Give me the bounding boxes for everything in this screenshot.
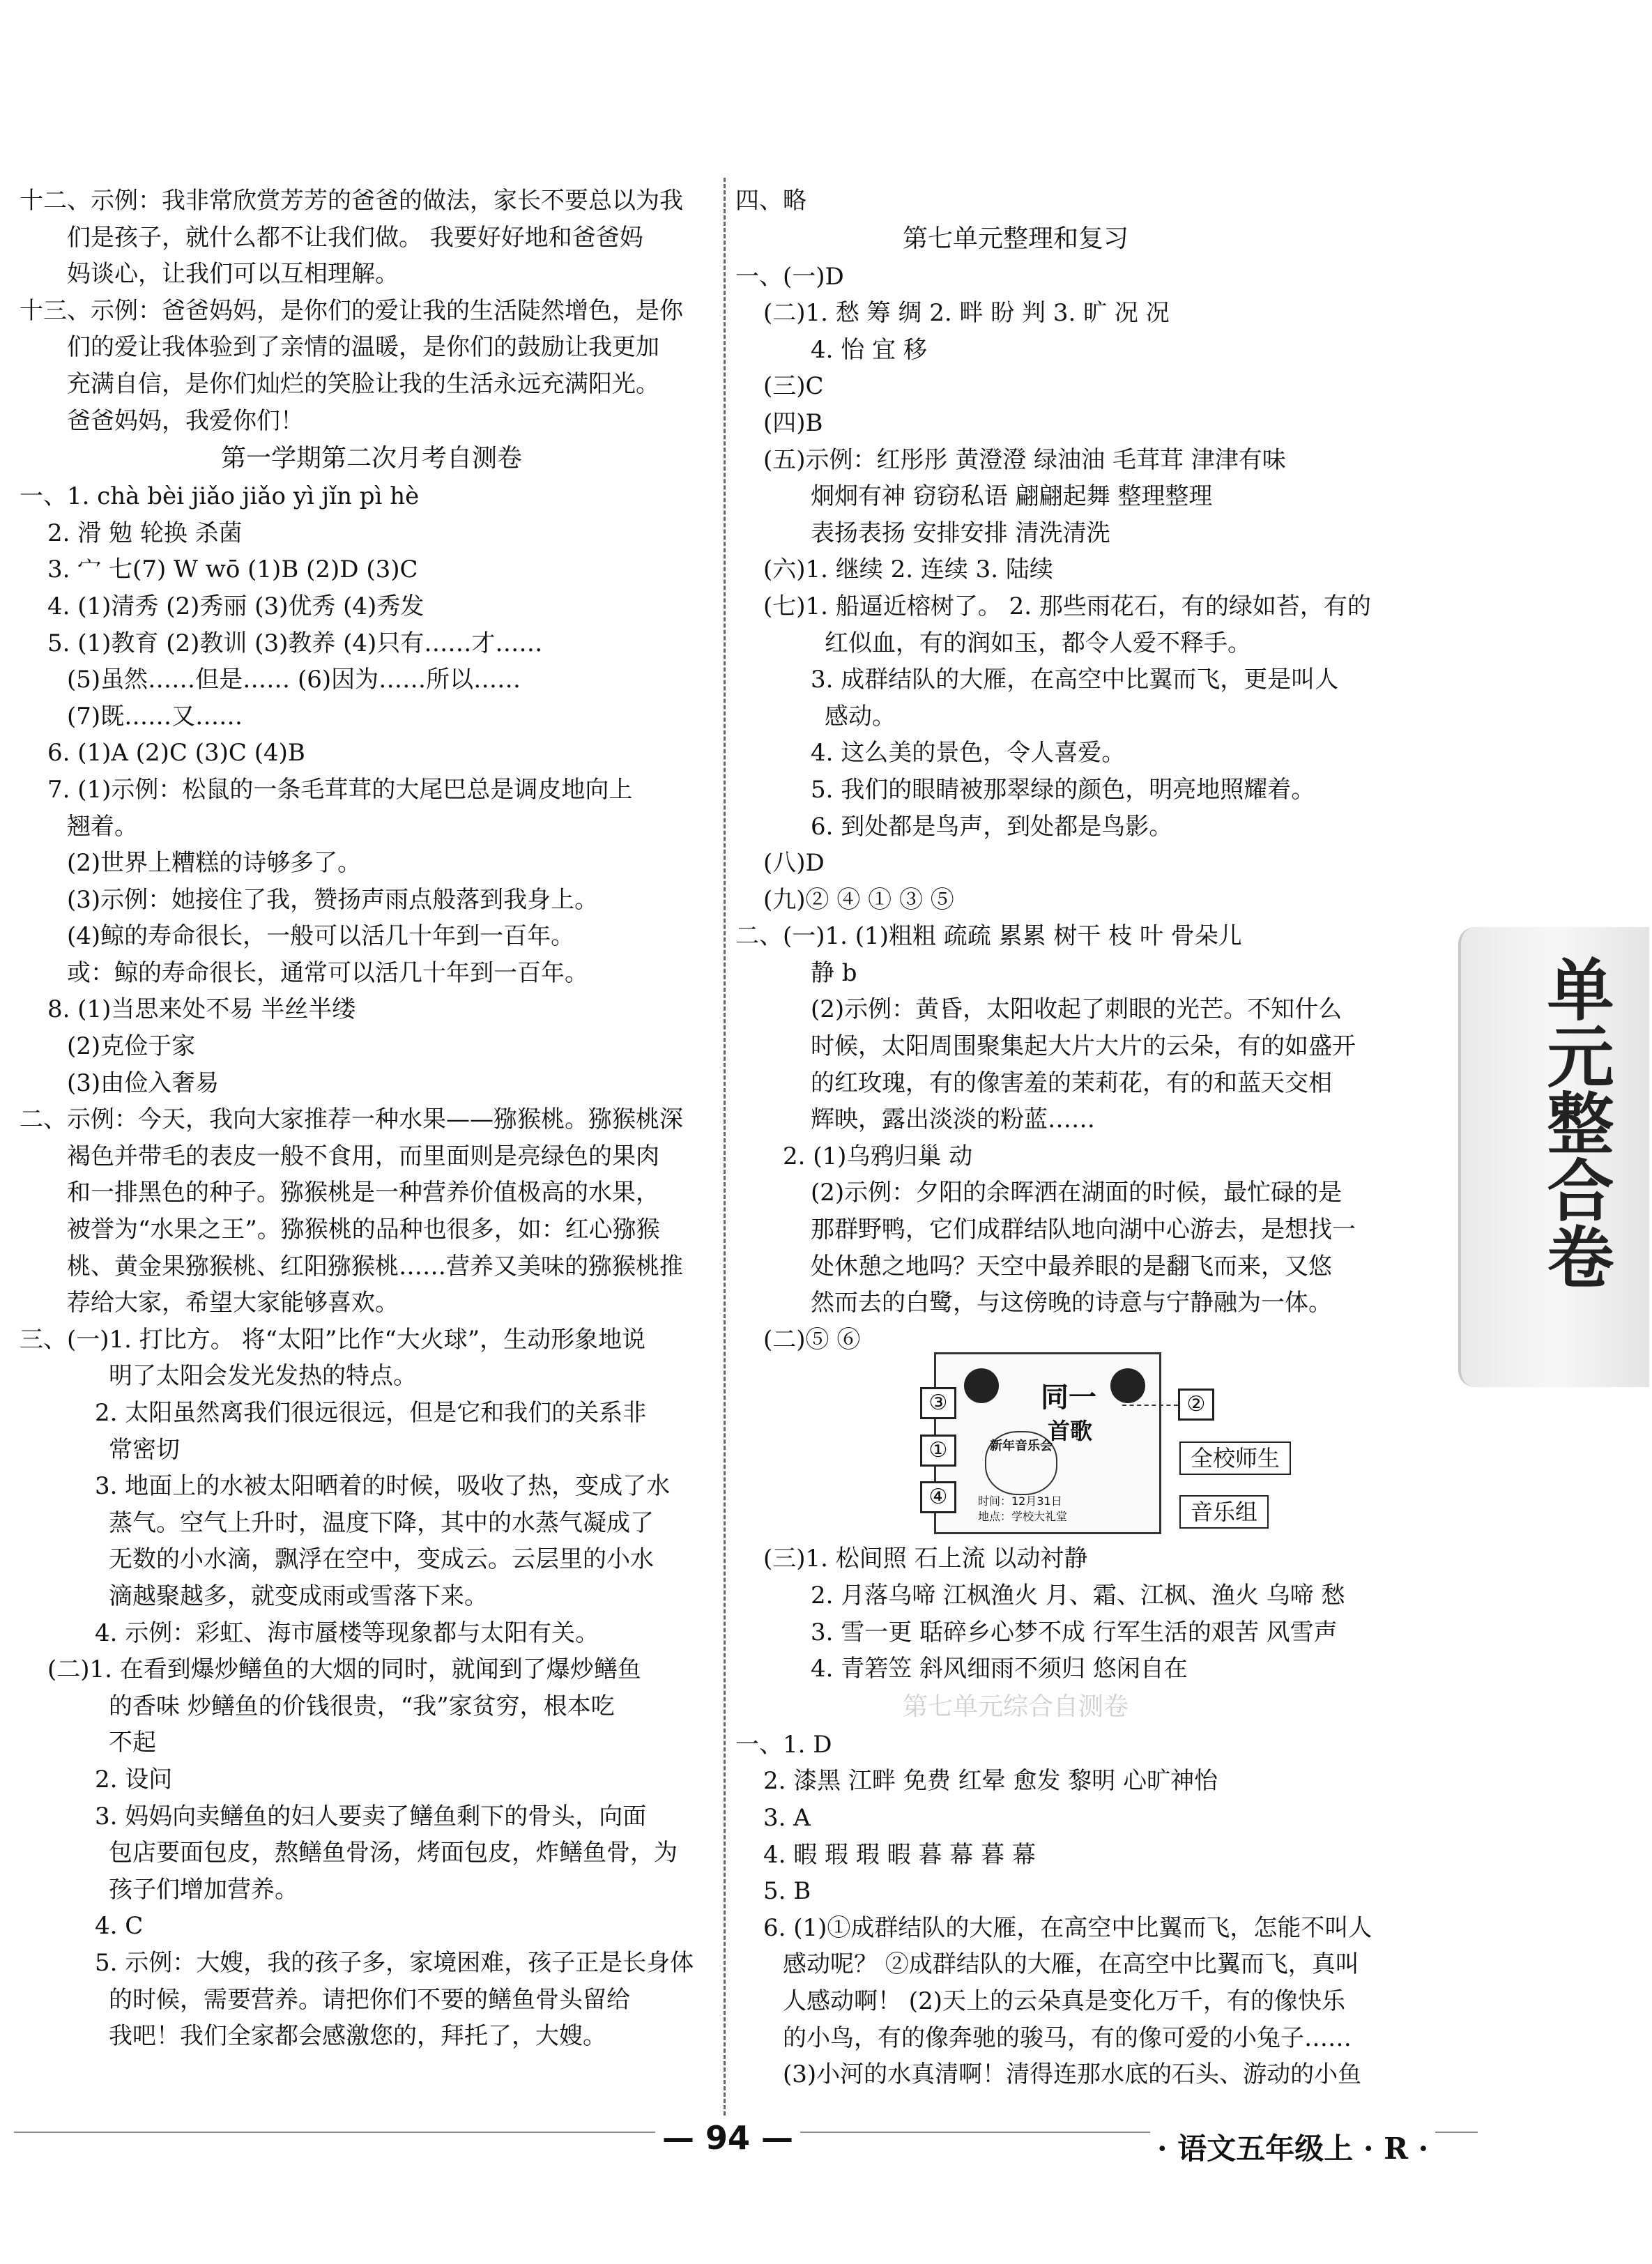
circle-label-1: ① (920, 1435, 956, 1467)
answer-label-organizer: 音乐组 (1179, 1495, 1269, 1529)
answer-line: 红似血，有的润如玉，都令人爱不释手。 (825, 629, 1251, 657)
answer-line: 二、(一)1. (1)粗粗 疏疏 累累 树干 枝 叶 骨朵儿 (735, 922, 1242, 951)
answer-line: 或：鲸的寿命很长，通常可以活几十年到一百年。 (67, 958, 588, 987)
answer-line: 5. 示例：大嫂，我的孩子多，家境困难，孩子正是长身体 (95, 1948, 694, 1977)
answer-line: 充满自信，是你们灿烂的笑脸让我的生活永远充满阳光。 (67, 369, 659, 398)
answer-line: 5. 我们的眼睛被那翠绿的颜色，明亮地照耀着。 (811, 775, 1315, 804)
answer-line: 然而去的白鹭，与这傍晚的诗意与宁静融为一体。 (811, 1289, 1332, 1317)
answer-line: 十三、示例：爸爸妈妈，是你们的爱让我的生活陡然增色，是你 (20, 296, 683, 325)
answer-line: 滴越聚越多，就变成雨或雪落下来。 (109, 1582, 488, 1610)
answer-line: 炯炯有神 窃窃私语 翩翩起舞 整理整理 (811, 482, 1213, 511)
answer-line: 3. 妈妈向卖鳝鱼的妇人要卖了鳝鱼剩下的骨头，向面 (95, 1802, 647, 1830)
answer-line: (2)克俭于家 (67, 1032, 196, 1061)
answer-line: 处休憩之地吗？天空中最养眼的是翻飞而来，又悠 (811, 1252, 1332, 1280)
left-column (20, 183, 724, 2055)
answer-line: 4. C (95, 1912, 144, 1941)
section-heading: 第七单元整理和复习 (903, 224, 1129, 253)
answer-line: 那群野鸭，它们成群结队地向湖中心游去，是想找一 (811, 1216, 1356, 1244)
answer-line: 2. (1)乌鸦归巢 动 (783, 1142, 973, 1170)
answer-line: 无数的小水滴，飘浮在空中，变成云。云层里的小水 (109, 1545, 654, 1574)
side-tab (1458, 927, 1649, 1387)
answer-line: (五)示例：红彤彤 黄澄澄 绿油油 毛茸茸 津津有味 (763, 445, 1286, 474)
section-heading: 第一学期第二次月考自测卷 (220, 444, 522, 473)
answer-line: (二)1. 在看到爆炒鳝鱼的大烟的同时，就闻到了爆炒鳝鱼 (47, 1655, 641, 1684)
answer-line: 3. 地面上的水被太阳晒着的时候，吸收了热，变成了水 (95, 1472, 671, 1501)
poster-place-line: 地点：学校大礼堂 (978, 1510, 1068, 1523)
answer-line: 辉映，露出淡淡的粉蓝…… (811, 1106, 1095, 1134)
column-divider (724, 178, 726, 2116)
answer-line: (八)D (763, 849, 825, 878)
pointer-line (1122, 1405, 1178, 1406)
answer-line: 的红玫瑰，有的像害羞的茉莉花，有的和蓝天交相 (811, 1069, 1332, 1097)
answer-line: 8. (1)当思来处不易 半丝半缕 (47, 995, 356, 1024)
answer-line: 6. (1)①成群结队的大雁，在高空中比翼而飞，怎能不叫人 (763, 1913, 1372, 1942)
answer-line: 常密切 (109, 1435, 180, 1464)
answer-line: 3. 雪一更 聒碎乡心梦不成 行军生活的艰苦 风雪声 (811, 1618, 1338, 1646)
answer-line: 们的爱让我体验到了亲情的温暖，是你们的鼓励让我更加 (67, 333, 659, 362)
answer-line: 4. 示例：彩虹、海市蜃楼等现象都与太阳有关。 (95, 1619, 599, 1647)
answer-line: (2)世界上糟糕的诗够多了。 (67, 849, 362, 878)
answer-line: (3)示例：她接住了我，赞扬声雨点般落到我身上。 (67, 885, 599, 914)
answer-line: 感动。 (825, 702, 896, 731)
child-figure-icon (964, 1368, 999, 1403)
right-column (735, 183, 1467, 2093)
answer-line: 褐色并带毛的表皮一般不食用，而里面则是亮绿色的果肉 (67, 1142, 659, 1170)
answer-line: 的香味 炒鳝鱼的价钱很贵，“我”家贫穷，根本吃 (109, 1692, 615, 1720)
answer-line: 4. 青箬笠 斜风细雨不须归 悠闲自在 (811, 1655, 1188, 1683)
page-number: — 94 — (655, 2119, 800, 2157)
answer-line: 2. 太阳虽然离我们很远很远，但是它和我们的关系非 (95, 1399, 647, 1427)
answer-line: (九)② ④ ① ③ ⑤ (763, 885, 954, 914)
poster-title-line2: 首歌 (1048, 1418, 1093, 1444)
answer-line: 一、1. D (735, 1730, 832, 1759)
side-tab-label: 单元整合卷 (1536, 955, 1614, 1290)
child-figure-icon (1110, 1368, 1145, 1403)
right-column-top (735, 183, 1467, 1358)
answer-line: (二)⑤ ⑥ (763, 1325, 861, 1354)
answer-line: 四、略 (735, 187, 806, 215)
answer-line: (四)B (763, 408, 823, 437)
answer-line: 们是孩子，就什么都不让我们做。 我要好好地和爸爸妈 (67, 223, 643, 252)
circle-label-4: ④ (920, 1481, 956, 1513)
circle-label-2: ② (1178, 1389, 1214, 1421)
poster-title-line1: 同一 (1041, 1382, 1096, 1414)
answer-line: 2. 设问 (95, 1765, 173, 1793)
answer-line: (三)C (763, 372, 824, 401)
answer-line: (2)示例：夕阳的余晖洒在湖面的时候，最忙碌的是 (811, 1179, 1343, 1207)
answer-line: 2. 滑 勉 轮换 杀菌 (47, 519, 243, 547)
answer-line: 3. 宀 七(7) W wō (1)B (2)D (3)C (47, 556, 418, 584)
answer-line: 一、(一)D (735, 262, 844, 291)
section-heading: 第七单元综合自测卷 (903, 1692, 1129, 1721)
answer-line: 静 b (811, 958, 857, 987)
right-column-bottom (735, 1540, 1467, 2093)
poster-date (978, 1494, 1067, 1524)
answer-line: (3)由俭入奢易 (67, 1069, 220, 1097)
answer-line: 十二、示例：我非常欣赏芳芳的爸爸的做法，家长不要总以为我 (20, 187, 683, 215)
answer-line: 明了太阳会发光发热的特点。 (109, 1362, 417, 1391)
answer-line: 5. B (763, 1877, 811, 1906)
answer-line: (七)1. 船逼近榕树了。 2. 那些雨花石，有的绿如苔，有的 (763, 592, 1371, 620)
circle-label-3: ③ (920, 1387, 956, 1419)
answer-line: 4. 暇 瑕 瑕 暇 暮 幕 暮 幕 (763, 1840, 1036, 1869)
answer-line: 被誉为“水果之王”。猕猴桃的品种也很多，如：红心猕猴 (67, 1216, 660, 1244)
answer-line: 表扬表扬 安排安排 清洗清洗 (811, 519, 1110, 547)
answer-line: 6. 到处都是鸟声，到处都是鸟影。 (811, 812, 1173, 841)
answer-line: 的时候，需要营养。请把你们不要的鳝鱼骨头留给 (109, 1985, 630, 2014)
answer-line: (7)既……又…… (67, 702, 243, 731)
answer-line: (2)示例：黄昏，太阳收起了刺眼的光芒。不知什么 (811, 995, 1343, 1024)
answer-line: (4)鲸的寿命很长，一般可以活几十年到一百年。 (67, 922, 575, 951)
answer-line: 4. (1)清秀 (2)秀丽 (3)优秀 (4)秀发 (47, 592, 425, 620)
answer-line: (二)1. 愁 筹 绸 2. 畔 盼 判 3. 旷 况 况 (763, 299, 1170, 328)
answer-line: 桃、黄金果猕猴桃、红阳猕猴桃……营养又美味的猕猴桃推 (67, 1252, 683, 1280)
answer-line: 和一排黑色的种子。猕猴桃是一种营养价值极高的水果， (67, 1179, 659, 1207)
answer-line: 3. 成群结队的大雁，在高空中比翼而飞，更是叫人 (811, 666, 1339, 694)
answer-line: 3. A (763, 1803, 811, 1832)
answer-line: 5. (1)教育 (2)教训 (3)教养 (4)只有……才…… (47, 629, 543, 657)
answer-line: (3)小河的水真清啊！清得连那水底的石头、游动的小鱼 (783, 2060, 1362, 2089)
poster-date-line: 时间：12月31日 (978, 1494, 1062, 1508)
answer-line: 不起 (109, 1729, 156, 1757)
answer-line: 7. (1)示例：松鼠的一条毛茸茸的大尾巴总是调皮地向上 (47, 775, 633, 804)
answer-line: (六)1. 继续 2. 连续 3. 陆续 (763, 556, 1053, 584)
answer-line: 二、示例：今天，我向大家推荐一种水果——猕猴桃。猕猴桃深 (20, 1106, 683, 1134)
answer-line: 2. 漆黑 江畔 免费 红晕 愈发 黎明 心旷神怡 (763, 1767, 1218, 1796)
poster-badge: 新年音乐会 (985, 1431, 1057, 1495)
answer-line: 妈谈心，让我们可以互相理解。 (67, 260, 399, 289)
poster-frame (934, 1352, 1161, 1534)
poster-figure (920, 1352, 1310, 1533)
answer-line: 荐给大家，希望大家能够喜欢。 (67, 1289, 399, 1317)
answer-line: 2. 月落乌啼 江枫渔火 月、霜、江枫、渔火 乌啼 愁 (811, 1582, 1345, 1609)
answer-line: 爸爸妈妈，我爱你们！ (67, 406, 304, 435)
answer-line: (5)虽然……但是…… (6)因为……所以…… (67, 666, 521, 694)
answer-line: 4. 这么美的景色，令人喜爱。 (811, 739, 1126, 767)
answer-line: 一、1. chà bèi jiǎo jiǎo yì jǐn pì hè (20, 482, 420, 511)
answer-line: 蒸气。空气上升时，温度下降，其中的水蒸气凝成了 (109, 1508, 654, 1537)
answer-line: 翘着。 (67, 812, 138, 841)
answer-line: 包店要面包皮，熬鳝鱼骨汤，烤面包皮，炸鳝鱼骨，为 (109, 1839, 678, 1867)
answer-line: 的小鸟，有的像奔驰的骏马，有的像可爱的小兔子…… (783, 2024, 1352, 2052)
answer-line: 三、(一)1. 打比方。 将“太阳”比作“大火球”，生动形象地说 (20, 1325, 646, 1354)
book-label: · 语文五年级上 · R · (1150, 2126, 1435, 2168)
answer-line: 孩子们增加营养。 (109, 1875, 298, 1904)
answer-line: 人感动啊！ (2)天上的云朵真是变化万千，有的像快乐 (783, 1987, 1345, 2015)
answer-line: (三)1. 松间照 石上流 以动衬静 (763, 1545, 1088, 1573)
answer-line: 我吧！我们全家都会感激您的，拜托了，大嫂。 (109, 2022, 606, 2051)
answer-line: 感动呢？ ②成群结队的大雁，在高空中比翼而飞，真叫 (783, 1950, 1359, 1979)
answer-line: 时候，太阳周围聚集起大片大片的云朵，有的如盛开 (811, 1032, 1356, 1061)
answer-line: 6. (1)A (2)C (3)C (4)B (47, 739, 305, 767)
answer-label-audience: 全校师生 (1179, 1441, 1291, 1475)
answer-line: 4. 怡 宜 移 (811, 335, 927, 364)
